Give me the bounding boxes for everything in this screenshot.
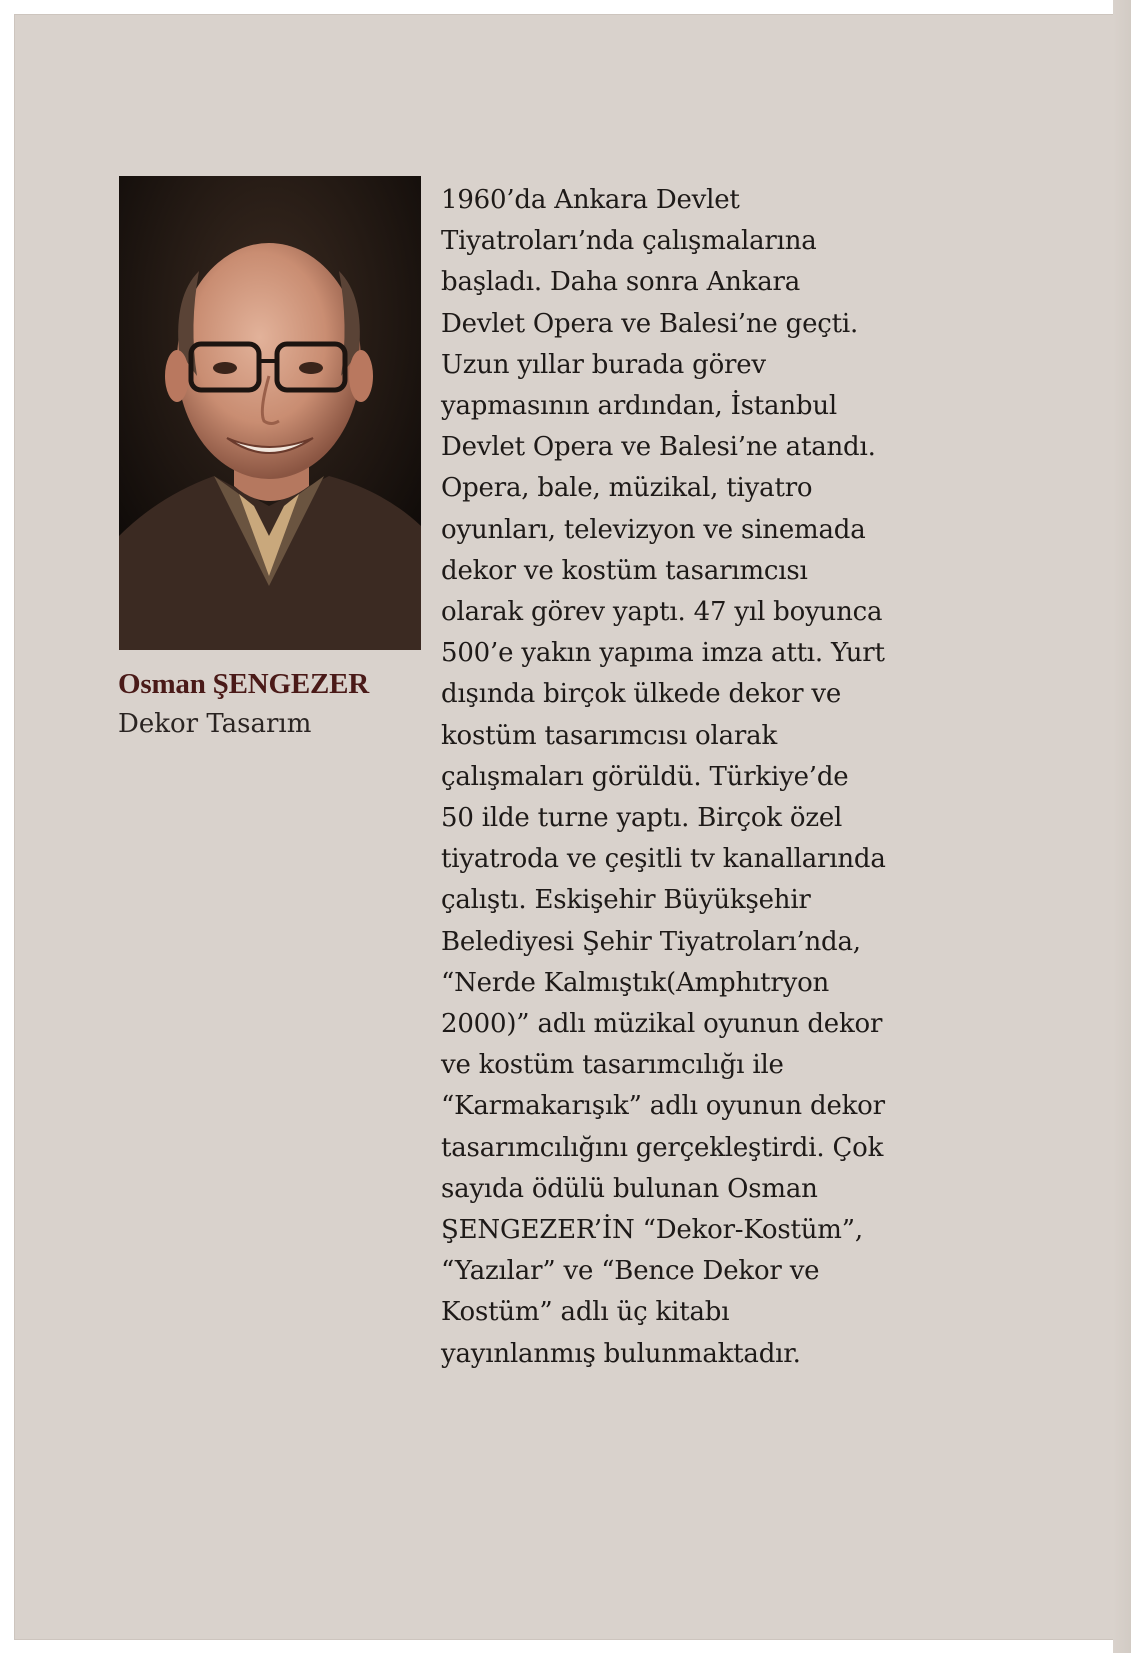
portrait-photo bbox=[119, 176, 421, 650]
bio-line: tasarımcılığını gerçekleştirdi. Çok bbox=[441, 1132, 884, 1163]
bio-line: dışında birçok ülkede dekor ve bbox=[441, 679, 842, 710]
person-role: Dekor Tasarım bbox=[118, 709, 312, 739]
bio-line: oyunları, televizyon ve sinemada bbox=[441, 514, 866, 545]
bio-line: Devlet Opera ve Balesi’ne geçti. bbox=[441, 308, 859, 339]
bio-line: “Yazılar” ve “Bence Dekor ve bbox=[441, 1256, 820, 1287]
bio-line: kostüm tasarımcısı olarak bbox=[441, 720, 778, 751]
bio-line: tiyatroda ve çeşitli tv kanallarında bbox=[441, 844, 886, 875]
bio-line: 50 ilde turne yaptı. Birçok özel bbox=[441, 803, 843, 834]
bio-line: 1960’da Ankara Devlet bbox=[441, 185, 740, 215]
bio-line: ve kostüm tasarımcılığı ile bbox=[441, 1050, 784, 1081]
bio-line: yayınlanmış bulunmaktadır. bbox=[441, 1338, 801, 1369]
bio-line: 500’e yakın yapıma imza attı. Yurt bbox=[441, 638, 885, 669]
bio-line: dekor ve kostüm tasarımcısı bbox=[441, 555, 808, 586]
bio-line: başladı. Daha sonra Ankara bbox=[441, 267, 801, 298]
page-edge bbox=[1113, 0, 1131, 1653]
bio-line: sayıda ödülü bulunan Osman bbox=[441, 1173, 818, 1204]
biography-text bbox=[441, 180, 961, 1375]
bio-line: ŞENGEZER’İN “Dekor-Kostüm”, bbox=[441, 1215, 863, 1246]
bio-line: Tiyatroları’nda çalışmalarına bbox=[441, 226, 817, 257]
bio-line: Belediyesi Şehir Tiyatroları’nda, bbox=[441, 926, 861, 957]
bio-line: 2000)” adlı müzikal oyunun dekor bbox=[441, 1009, 883, 1040]
person-name: Osman ŞENGEZER bbox=[118, 668, 370, 700]
bio-line: Kostüm” adlı üç kitabı bbox=[441, 1297, 730, 1328]
bio-line: çalışmaları görüldü. Türkiye’de bbox=[441, 761, 849, 792]
bio-line: Devlet Opera ve Balesi’ne atandı. bbox=[441, 432, 876, 463]
bio-line: çalıştı. Eskişehir Büyükşehir bbox=[441, 885, 811, 916]
bio-line: yapmasının ardından, İstanbul bbox=[441, 391, 837, 422]
bio-line: Opera, bale, müzikal, tiyatro bbox=[441, 473, 813, 504]
bio-line: “Karmakarışık” adlı oyunun dekor bbox=[441, 1091, 885, 1122]
bio-line: Uzun yıllar burada görev bbox=[441, 349, 766, 380]
bio-line: “Nerde Kalmıştık(Amphıtryon bbox=[441, 967, 830, 998]
bio-line: olarak görev yaptı. 47 yıl boyunca bbox=[441, 597, 883, 628]
